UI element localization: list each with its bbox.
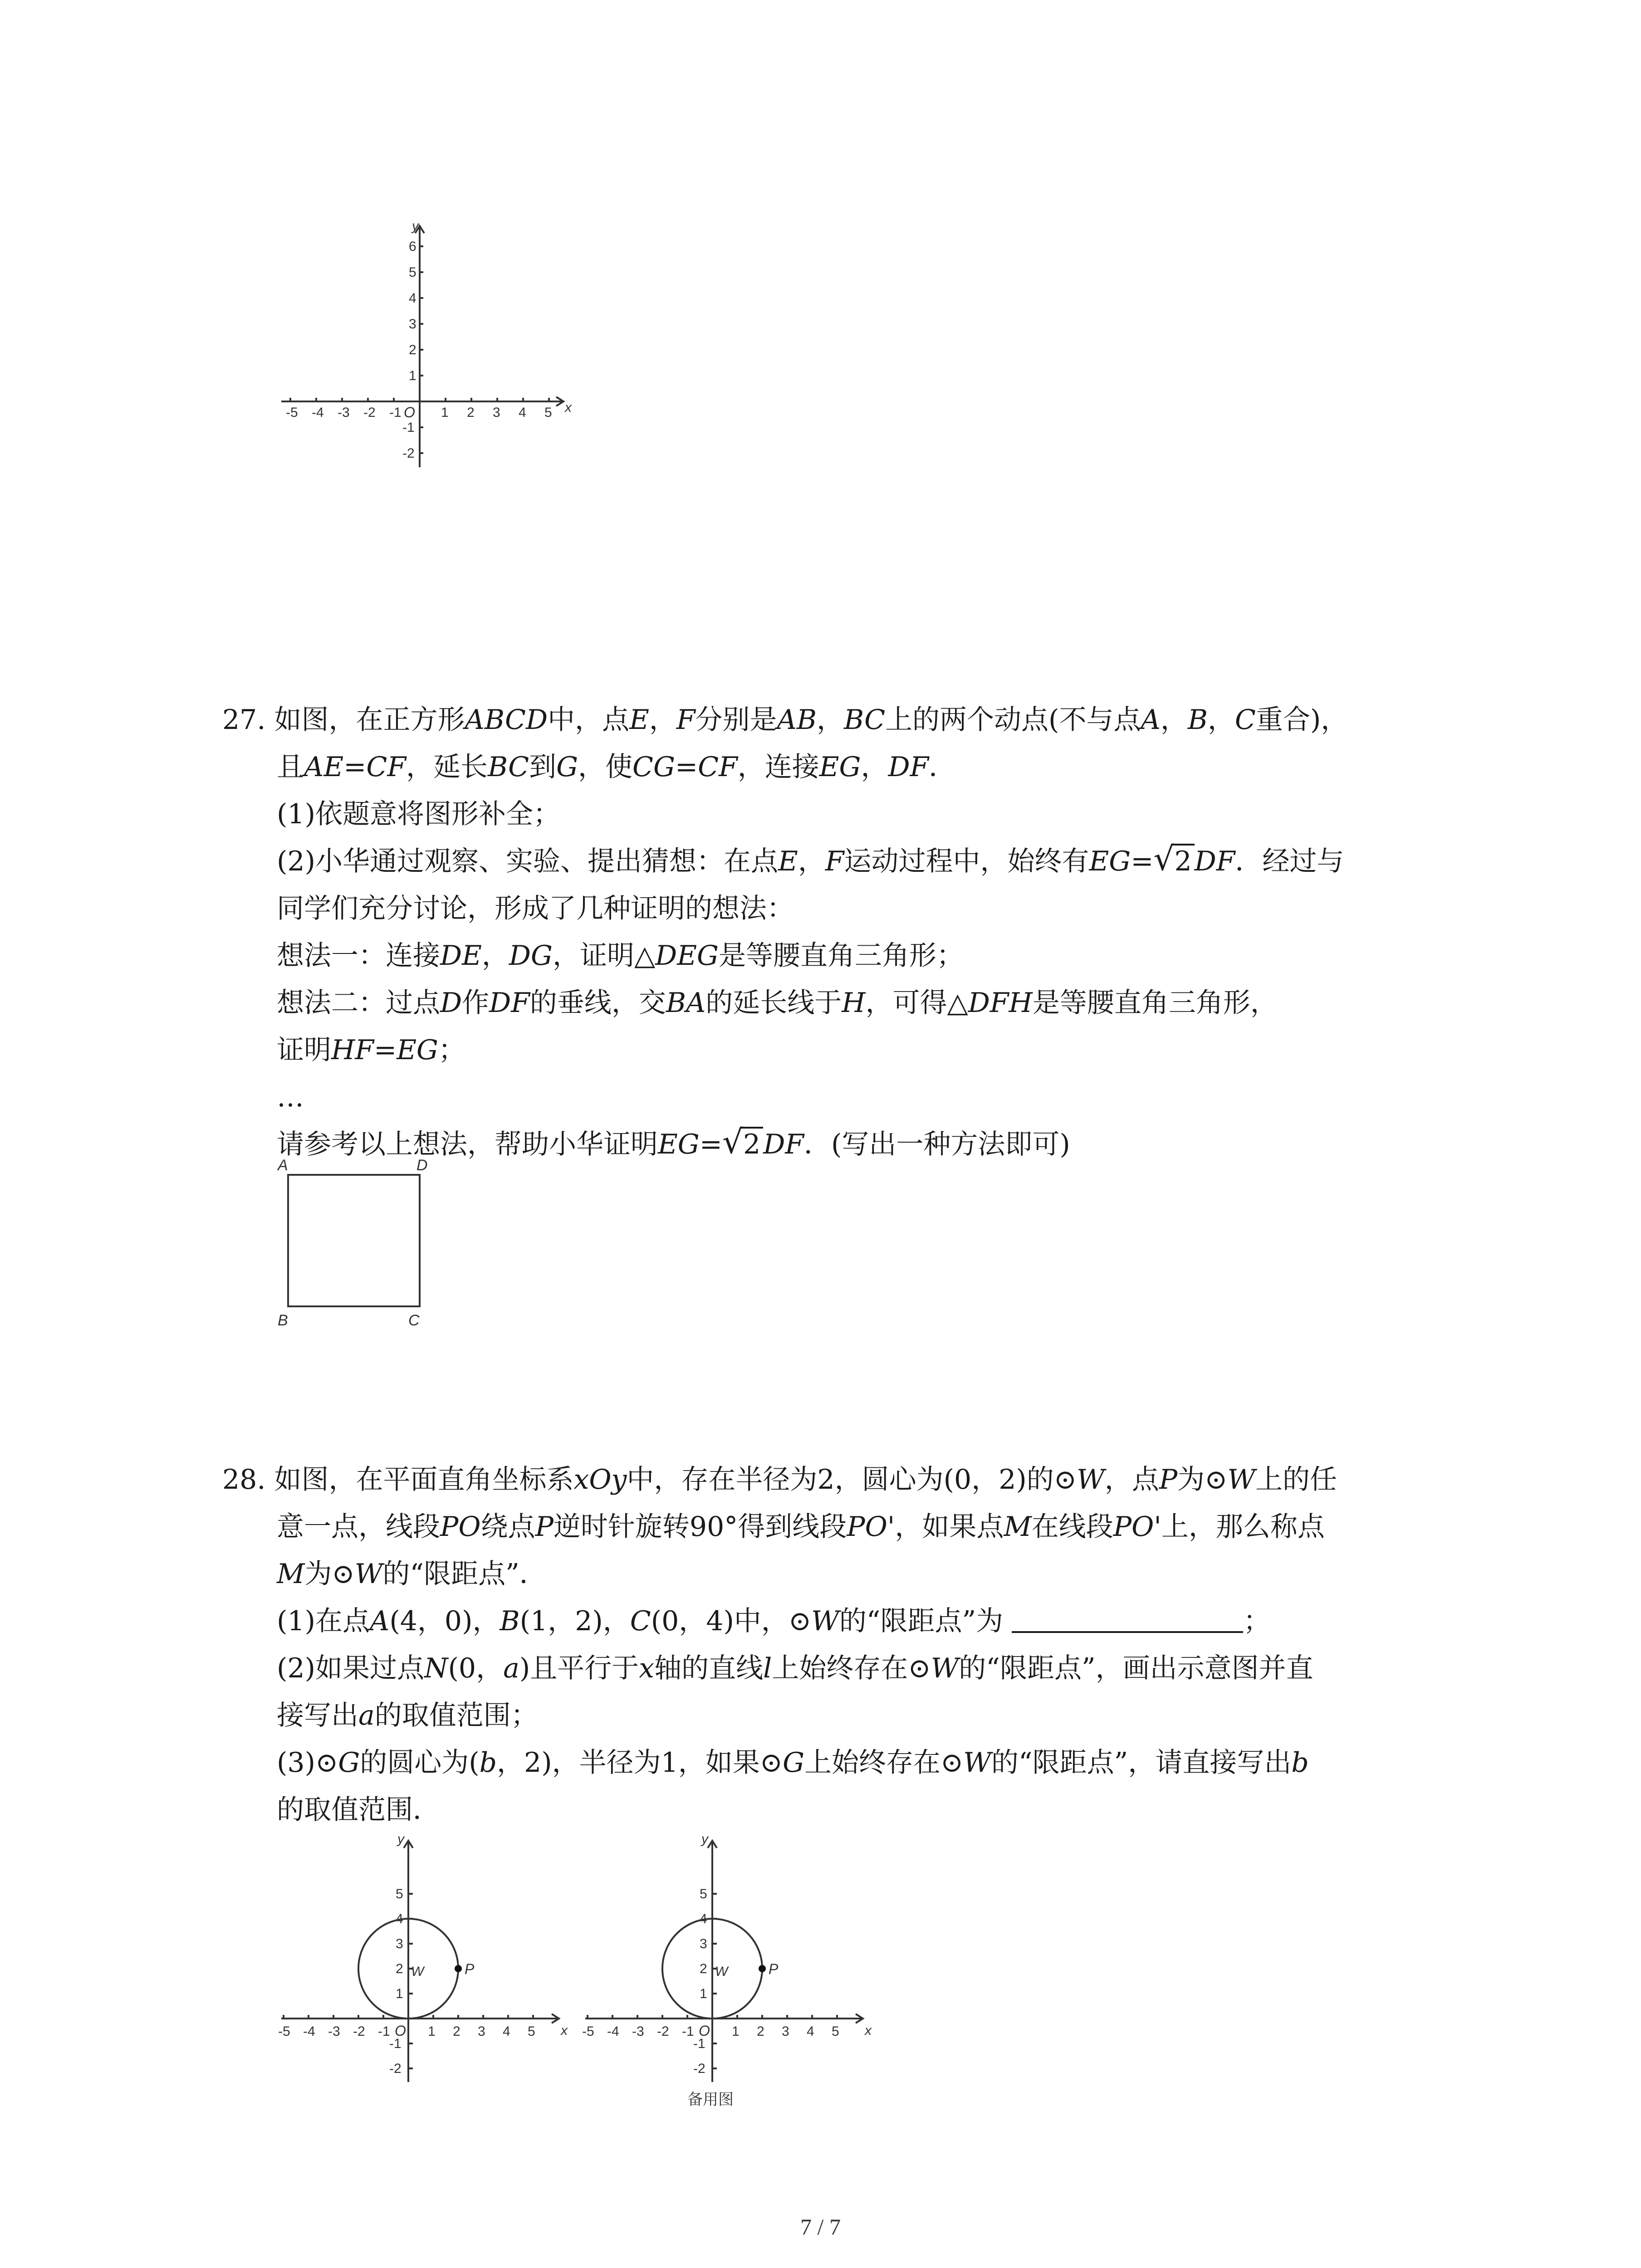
center-w-label: W — [715, 1964, 728, 1979]
y-tick-label: 3 — [396, 1936, 403, 1951]
x-tick-label: 1 — [441, 405, 449, 420]
y-tick-label: 4 — [396, 1911, 403, 1926]
vertex-b: B — [278, 1312, 288, 1329]
origin-label: O — [699, 2023, 710, 2039]
sqrt-symbol: √ 2 — [1153, 838, 1194, 885]
y-tick-label: -1 — [389, 2036, 402, 2051]
p27-line-2: 且AE=CF，延长BC到G，使CG=CF，连接EG，DF． — [277, 751, 956, 783]
x-axis-label: x — [561, 2023, 568, 2038]
x-tick-label: -4 — [303, 2024, 315, 2039]
y-axis-label: y — [412, 219, 419, 234]
square-figure — [272, 1157, 445, 1338]
p27-line-1: 27. 如图，在正方形ABCD中，点E，F分别是AB，BC上的两个动点(不与点A，B，C重合)， — [222, 704, 1348, 736]
x-tick-label: 3 — [782, 2024, 789, 2039]
x-tick-label: -1 — [682, 2024, 694, 2039]
x-tick-label: 2 — [467, 405, 475, 420]
x-tick-label: 4 — [503, 2024, 510, 2039]
vertex-c: C — [408, 1312, 420, 1329]
x-tick-label: -3 — [328, 2024, 340, 2039]
x-tick-label: 5 — [832, 2024, 839, 2039]
top-coordinate-figure — [268, 213, 594, 476]
x-tick-label: 1 — [428, 2024, 436, 2039]
vertex-d: D — [416, 1157, 428, 1174]
p28-line-2: 意一点，线段PO绕点P逆时针旋转90°得到线段PO'，如果点M在线段PO'上，那么称点 — [277, 1511, 1325, 1543]
y-tick-label: 3 — [700, 1936, 707, 1951]
x-tick-label: -5 — [582, 2024, 594, 2039]
p27-idea-2: 想法二：过点D作DF的垂线，交BA的延长线于H，可得△DFH是等腰直角三角形， — [277, 987, 1278, 1019]
p28-part-3: (3)⊙G的圆心为(b，2)，半径为1，如果⊙G上始终存在⊙W的“限距点”，请直接写出b — [277, 1747, 1309, 1779]
x-tick-label: -4 — [607, 2024, 619, 2039]
origin-label: O — [395, 2023, 406, 2039]
x-tick-label: -2 — [657, 2024, 669, 2039]
x-axis-label: x — [565, 400, 572, 415]
y-tick-label: 5 — [409, 265, 416, 280]
x-tick-label: -2 — [353, 2024, 365, 2039]
x-tick-label: -2 — [363, 405, 376, 420]
x-tick-label: 4 — [807, 2024, 814, 2039]
y-tick-label: 1 — [700, 1986, 707, 2001]
sqrt-symbol: √ 2 — [722, 1121, 763, 1168]
y-tick-label: 5 — [396, 1887, 403, 1901]
x-tick-label: 2 — [757, 2024, 764, 2039]
p27-line-10: 请参考以上想法，帮助小华证明EG=√ 2 DF．(写出一种方法即可) — [222, 1121, 1470, 1168]
y-tick-label: -2 — [402, 446, 415, 461]
x-tick-label: 5 — [544, 405, 552, 420]
p28-line-3: M为⊙W的“限距点”． — [277, 1558, 547, 1590]
x-tick-label: 3 — [478, 2024, 485, 2039]
coordinate-plane — [582, 1832, 872, 2082]
page-number: 7 / 7 — [800, 2214, 841, 2239]
y-tick-label: 3 — [409, 317, 416, 332]
y-tick-label: 1 — [409, 368, 416, 383]
x-tick-label: -3 — [338, 405, 350, 420]
x-tick-label: 4 — [519, 405, 526, 420]
p28-line-6: 接写出a的取值范围； — [277, 1700, 538, 1731]
origin-label: O — [404, 404, 415, 420]
x-tick-label: -4 — [312, 405, 324, 420]
point-p — [759, 1965, 766, 1972]
x-tick-label: -1 — [389, 405, 402, 420]
problem-number: 27. — [222, 704, 266, 736]
point-p — [455, 1965, 462, 1972]
x-tick-label: 3 — [493, 405, 500, 420]
point-p-label: P — [769, 1961, 779, 1977]
coordinate-plane — [278, 1832, 568, 2082]
center-w-label: W — [411, 1964, 424, 1979]
x-tick-label: 2 — [453, 2024, 460, 2039]
p28-part-1: (1)在点A(4，0)，B(1，2)，C(0，4)中，⊙W的“限距点”为 ； — [222, 1598, 1470, 1645]
p28-line-1: 28. 如图，在平面直角坐标系xOy中，存在半径为2，圆心为(0，2)的⊙W，点P为⊙W上的任 — [222, 1464, 1337, 1496]
y-tick-label: 2 — [396, 1961, 403, 1976]
p27-ellipsis: … — [277, 1081, 304, 1113]
p27-part-2: (2)小华通过观察、实验、提出猜想：在点E，F运动过程中，始终有EG=√ 2 DF．经过与 — [222, 838, 1470, 885]
p27-idea-1: 想法一：连接DE，DG，证明△DEG是等腰直角三角形； — [277, 940, 964, 972]
y-tick-label: 5 — [700, 1887, 707, 1901]
x-tick-label: 1 — [732, 2024, 740, 2039]
y-tick-label: -1 — [402, 420, 415, 435]
x-tick-label: -1 — [378, 2024, 390, 2039]
problem-27 — [222, 696, 1470, 1168]
y-tick-label: 4 — [409, 291, 416, 306]
point-p-label: P — [465, 1961, 475, 1977]
y-tick-label: -2 — [389, 2061, 402, 2076]
answer-blank[interactable] — [1012, 1604, 1243, 1633]
y-tick-label: 1 — [396, 1986, 403, 2001]
y-tick-label: 6 — [409, 239, 416, 254]
p27-part-1: (1)依题意将图形补全； — [277, 798, 560, 830]
p28-line-8: 的取值范围． — [277, 1794, 440, 1826]
problem-number: 28. — [222, 1464, 266, 1496]
x-tick-label: 5 — [528, 2024, 535, 2039]
y-tick-label: 2 — [409, 342, 416, 357]
problem-28 — [222, 1456, 1470, 1833]
circle-figure-main — [272, 1828, 572, 2091]
y-tick-label: -2 — [693, 2061, 705, 2076]
p27-line-8: 证明HF=EG； — [277, 1034, 465, 1066]
spare-figure-caption: 备用图 — [687, 2091, 734, 2108]
y-axis-label: y — [397, 1832, 404, 1847]
x-axis-label: x — [865, 2023, 872, 2038]
y-axis-label: y — [701, 1832, 708, 1847]
y-tick-label: 2 — [700, 1961, 707, 1976]
x-tick-label: -5 — [286, 405, 298, 420]
circle-figure-spare — [576, 1828, 876, 2118]
x-tick-label: -3 — [632, 2024, 644, 2039]
y-tick-label: 4 — [700, 1911, 707, 1926]
vertex-a: A — [278, 1157, 288, 1174]
x-tick-label: -5 — [278, 2024, 290, 2039]
y-tick-label: -1 — [693, 2036, 705, 2051]
p28-part-2: (2)如果过点N(0，a)且平行于x轴的直线l上始终存在⊙W的“限距点”，画出示意图并直 — [277, 1652, 1313, 1684]
p27-line-5: 同学们充分讨论，形成了几种证明的想法： — [277, 893, 794, 924]
square-abcd — [288, 1175, 420, 1306]
